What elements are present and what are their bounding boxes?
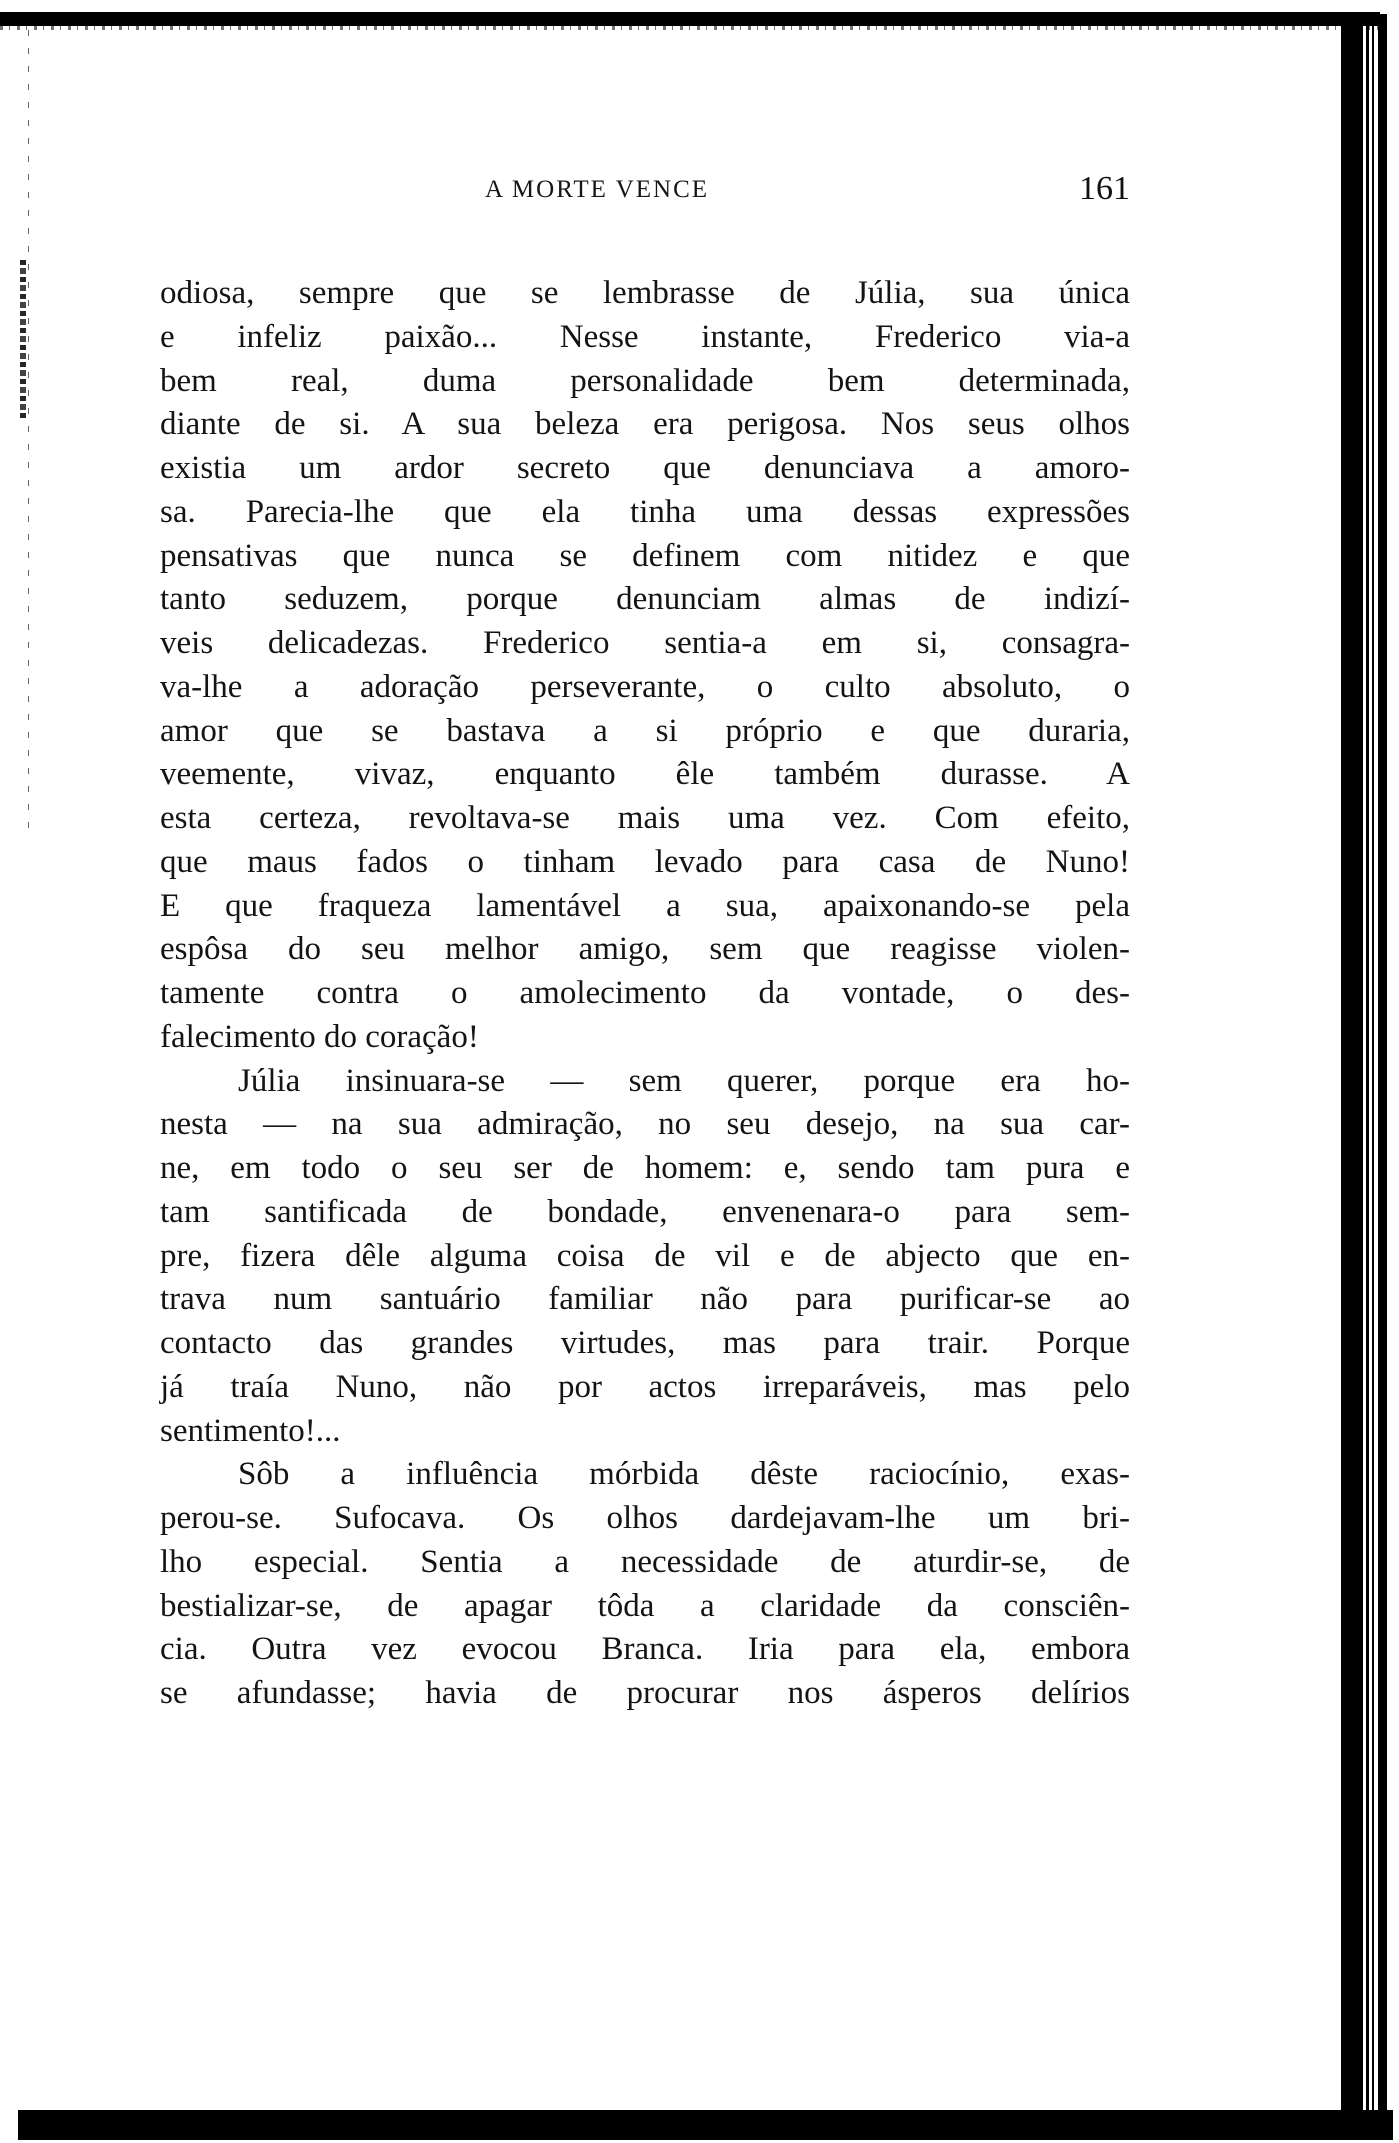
page-number: 161 <box>1079 170 1130 207</box>
text-line: esta certeza, revoltava-se mais uma vez. Com efeito, <box>160 800 1130 836</box>
scan-border-right <box>1341 12 1363 2122</box>
scan-border-bottom <box>18 2110 1393 2140</box>
running-head-title: A MORTE VENCE <box>485 176 710 203</box>
text-line: já traía Nuno, não por actos irreparáveis, mas pelo <box>160 1368 1130 1405</box>
text-line: odiosa, sempre que se lembrasse de Júlia, sua única <box>160 275 1130 311</box>
text-line: bem real, duma personalidade bem determinada, <box>160 362 1130 399</box>
text-line: espôsa do seu melhor amigo, sem que reagisse violen- <box>160 931 1130 968</box>
text-line: nesta — na sua admiração, no seu desejo, na sua car- <box>160 1106 1130 1143</box>
paragraph <box>160 1453 1130 1716</box>
text-line: que maus fados o tinham levado para casa de Nuno! <box>160 843 1130 880</box>
text-line: contacto das grandes virtudes, mas para trair. Porque <box>160 1325 1130 1361</box>
text-line: pre, fizera dêle alguma coisa de vil e de abjecto que en- <box>160 1237 1130 1274</box>
scan-left-smudge <box>20 260 26 420</box>
text-line: va-lhe a adoração perseverante, o culto absoluto, o <box>160 668 1130 705</box>
text-line: falecimento do coração! <box>160 1018 479 1055</box>
text-line: veis delicadezas. Frederico sentia-a em si, consagra- <box>160 625 1130 661</box>
scan-left-edge-line <box>28 30 29 830</box>
text-line: Sôb a influência mórbida dêste raciocínio, exas- <box>238 1456 1130 1493</box>
scan-border-right-outer <box>1378 14 1387 2124</box>
paragraph <box>160 272 1130 1060</box>
text-line: sentimento!... <box>160 1412 341 1449</box>
text-line: e infeliz paixão... Nesse instante, Frederico via-a <box>160 318 1130 355</box>
text-line: veemente, vivaz, enquanto êle também durasse. A <box>160 756 1130 793</box>
text-line: pensativas que nunca se definem com nitidez e que <box>160 537 1130 574</box>
text-line: bestializar-se, de apagar tôda a claridade da consciên- <box>160 1587 1130 1624</box>
text-line: E que fraqueza lamentável a sua, apaixonando-se pela <box>160 887 1130 924</box>
paragraph <box>160 1060 1130 1454</box>
text-line: sa. Parecia-lhe que ela tinha uma dessas expressões <box>160 493 1130 530</box>
text-line: lho especial. Sentia a necessidade de aturdir-se, de <box>160 1543 1130 1580</box>
text-line: ne, em todo o seu ser de homem: e, sendo tam pura e <box>160 1150 1130 1186</box>
scan-border-top-grain <box>0 26 1380 30</box>
text-line: Júlia insinuara-se — sem querer, porque era ho- <box>238 1062 1130 1099</box>
scan-border-top <box>0 12 1380 26</box>
running-head <box>160 170 1130 214</box>
text-line: diante de si. A sua beleza era perigosa. Nos seus olhos <box>160 406 1130 443</box>
text-line: se afundasse; havia de procurar nos ásperos delírios <box>160 1675 1130 1711</box>
page-body <box>160 272 1130 1716</box>
scan-border-right-line <box>1366 18 1369 2118</box>
text-line: amor que se bastava a si próprio e que duraria, <box>160 712 1130 749</box>
scan-border-right-line <box>1372 18 1374 2118</box>
text-line: existia um ardor secreto que denunciava a amoro- <box>160 450 1130 486</box>
text-line: tam santificada de bondade, envenenara-o para sem- <box>160 1193 1130 1230</box>
text-line: cia. Outra vez evocou Branca. Iria para ela, embora <box>160 1631 1130 1668</box>
text-line: tanto seduzem, porque denunciam almas de indizí- <box>160 581 1130 618</box>
text-line: tamente contra o amolecimento da vontade, o des- <box>160 975 1130 1011</box>
text-line: trava num santuário familiar não para purificar-se ao <box>160 1281 1130 1318</box>
text-line: perou-se. Sufocava. Os olhos dardejavam-lhe um bri- <box>160 1500 1130 1536</box>
